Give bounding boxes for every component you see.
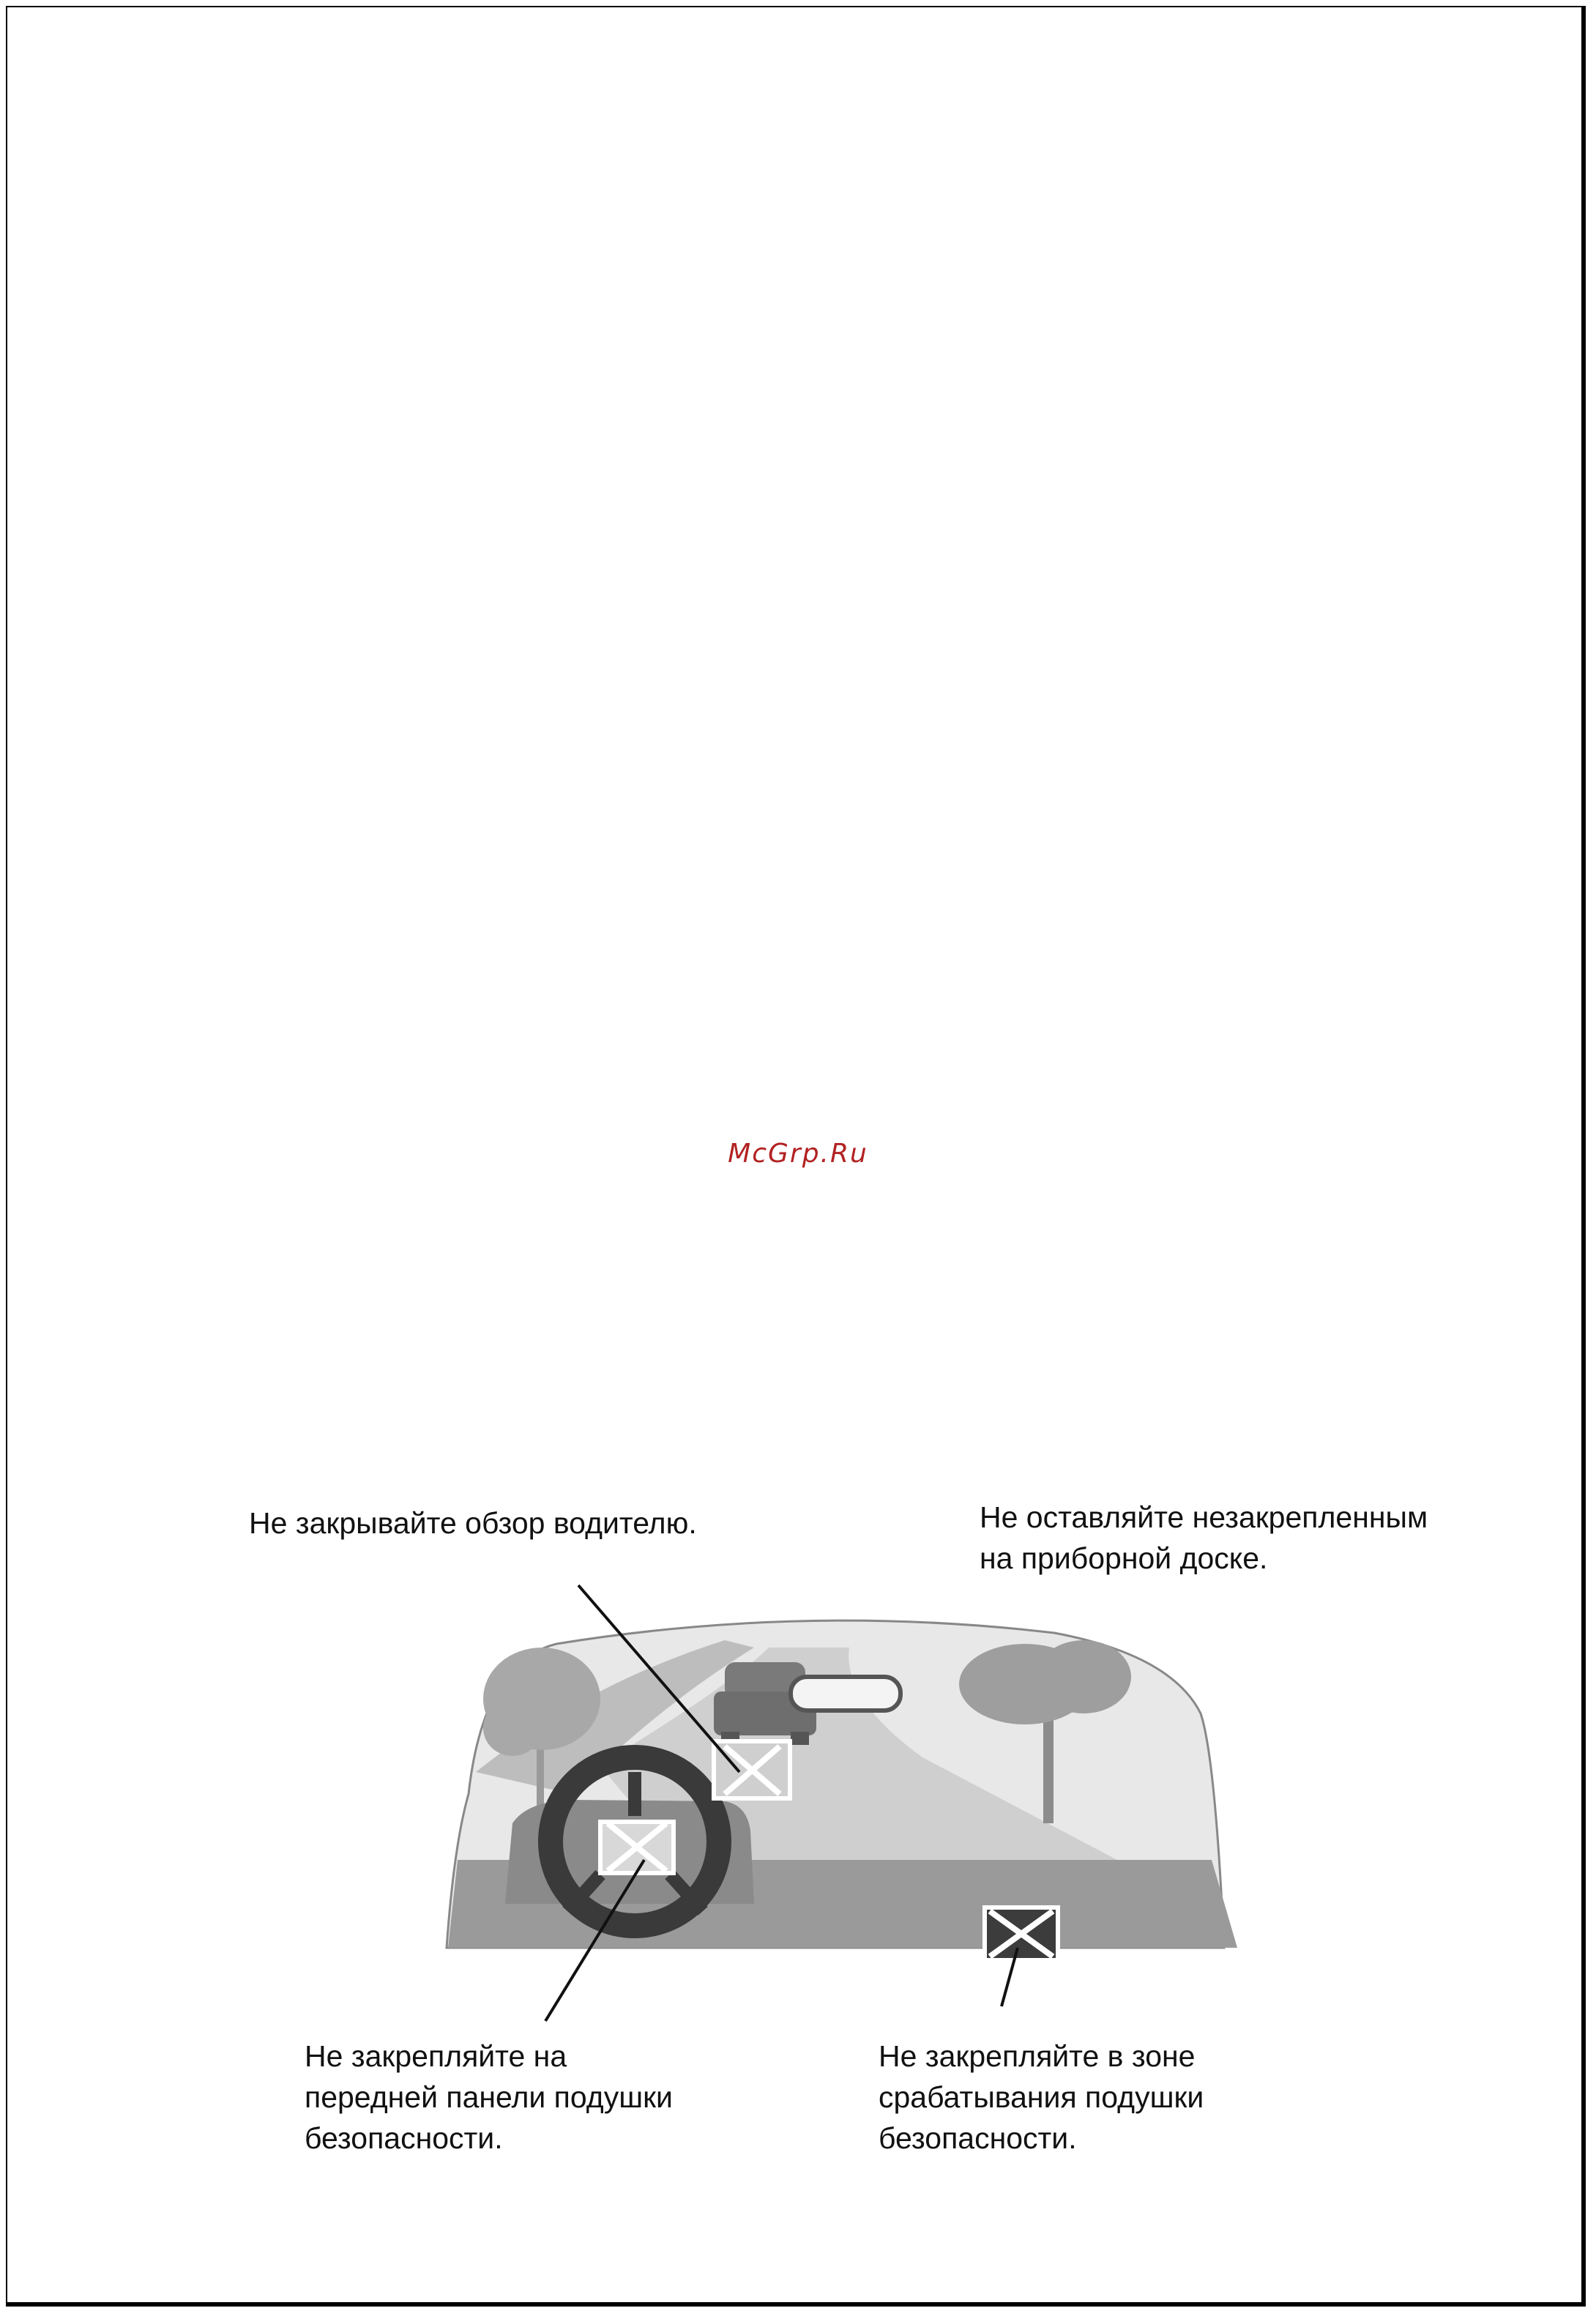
caption-line: срабатывания подушки bbox=[879, 2080, 1204, 2114]
caption-line: Не закрывайте обзор водителю. bbox=[249, 1506, 697, 1540]
caption-line: безопасности. bbox=[305, 2121, 503, 2155]
caption-do-not-leave-on-dashboard bbox=[980, 1497, 1428, 1579]
caption-line: Не оставляйте незакрепленным bbox=[980, 1500, 1428, 1534]
caption-do-not-block-view bbox=[249, 1503, 697, 1544]
caption-do-not-mount-in-airbag-zone bbox=[879, 2036, 1204, 2159]
caption-line: безопасности. bbox=[879, 2121, 1077, 2155]
caption-line: на приборной доске. bbox=[980, 1541, 1268, 1575]
caption-line: передней панели подушки bbox=[305, 2080, 673, 2114]
crossed-device-icon bbox=[985, 1907, 1058, 1960]
watermark: McGrp.Ru bbox=[728, 1139, 868, 1169]
crossed-device-icon bbox=[714, 1741, 790, 1798]
rear-view-mirror-icon bbox=[791, 1677, 900, 1711]
caption-do-not-mount-on-airbag-panel bbox=[305, 2036, 673, 2159]
caption-line: Не закрепляйте на bbox=[305, 2039, 567, 2073]
caption-line: Не закрепляйте в зоне bbox=[879, 2039, 1196, 2073]
crossed-device-icon bbox=[600, 1822, 674, 1873]
